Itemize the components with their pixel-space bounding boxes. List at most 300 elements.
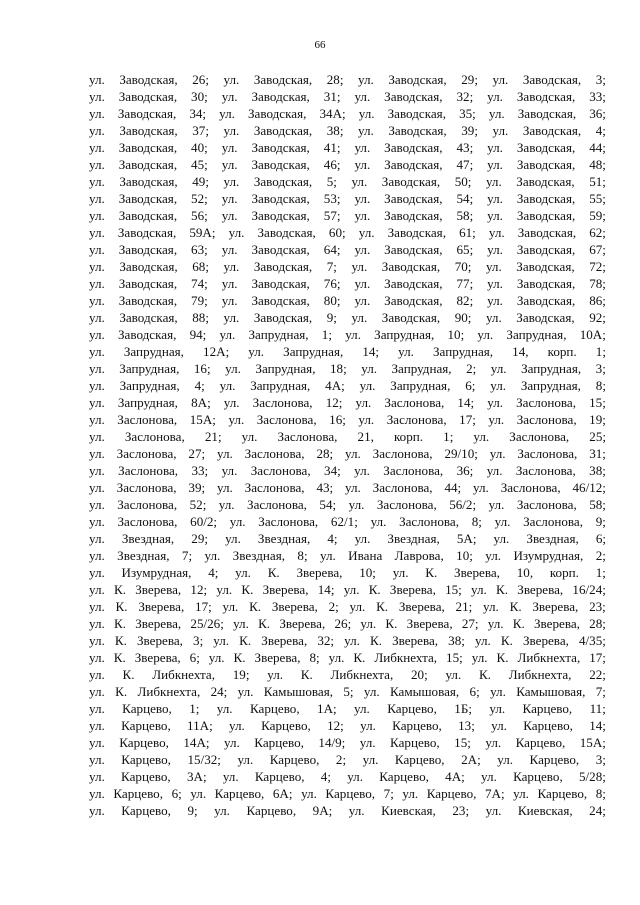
- text-word: ул.: [486, 463, 503, 478]
- text-word: Карцево,: [249, 701, 300, 716]
- text-word: ул.: [361, 361, 377, 376]
- text-word: 19;: [232, 667, 250, 682]
- text-word: Заводская,: [384, 208, 443, 223]
- text-word: 1;: [443, 429, 454, 444]
- text-word: 9;: [187, 803, 198, 818]
- text-word: Карцево,: [121, 718, 171, 733]
- text-word: Заводская,: [117, 106, 177, 121]
- text-word: 53;: [323, 191, 341, 206]
- text-word: ул.: [491, 718, 507, 733]
- text-word: ул.: [89, 599, 105, 614]
- text-word: К.: [496, 650, 509, 665]
- text-word: 22;: [589, 667, 606, 682]
- text-line: [89, 360, 606, 377]
- text-word: Карцево,: [214, 786, 265, 801]
- text-line: [89, 785, 606, 802]
- text-word: ул.: [221, 242, 238, 257]
- text-word: 2;: [466, 361, 477, 376]
- text-line: [89, 581, 606, 598]
- text-word: Заводская,: [384, 191, 443, 206]
- text-word: ул.: [223, 72, 240, 87]
- text-word: Заводская,: [384, 89, 443, 104]
- text-word: 74;: [191, 276, 208, 291]
- text-word: 5;: [343, 684, 354, 699]
- text-line: [89, 751, 606, 768]
- text-word: 18;: [329, 361, 347, 376]
- text-word: 1;: [595, 565, 606, 580]
- text-word: 1;: [321, 327, 332, 342]
- text-word: Заслонова,: [509, 429, 570, 444]
- text-word: Заслонова,: [500, 480, 561, 495]
- text-word: ул.: [328, 650, 345, 665]
- text-word: 14/9;: [318, 735, 346, 750]
- text-word: Запрудная,: [374, 327, 435, 342]
- text-word: 21;: [455, 599, 473, 614]
- text-word: Заводская,: [388, 72, 447, 87]
- text-word: Карцево,: [515, 735, 566, 750]
- text-line: [89, 462, 606, 479]
- text-word: ул.: [392, 565, 409, 580]
- text-word: ул.: [89, 497, 105, 512]
- text-word: 38;: [448, 633, 465, 648]
- text-word: ул.: [487, 191, 503, 206]
- text-word: ул.: [485, 735, 502, 750]
- text-word: 14А;: [183, 735, 210, 750]
- text-word: Звездная,: [232, 548, 286, 563]
- text-word: ул.: [89, 327, 105, 342]
- text-word: 11А;: [187, 718, 213, 733]
- text-word: 14,: [512, 344, 529, 359]
- text-word: 1Б;: [454, 701, 472, 716]
- text-word: 15А;: [579, 735, 606, 750]
- text-word: 15;: [589, 395, 606, 410]
- text-word: Карцево,: [254, 769, 305, 784]
- text-word: 45;: [191, 157, 208, 172]
- text-word: 58;: [456, 208, 474, 223]
- text-word: 27;: [461, 616, 479, 631]
- text-word: 2;: [328, 599, 339, 614]
- text-word: 12;: [190, 582, 208, 597]
- text-word: Заводская,: [257, 225, 316, 240]
- text-word: ул.: [241, 429, 258, 444]
- text-word: ул.: [89, 242, 105, 257]
- text-word: ул.: [235, 565, 251, 580]
- text-word: Карцево,: [254, 735, 304, 750]
- text-word: ул.: [221, 208, 238, 223]
- text-word: ул.: [343, 582, 360, 597]
- text-word: 12А;: [203, 344, 230, 359]
- text-word: Заслонова,: [383, 463, 444, 478]
- text-word: 3;: [595, 72, 606, 87]
- text-word: ул.: [216, 582, 233, 597]
- text-word: ул.: [485, 548, 502, 563]
- text-word: 3;: [595, 752, 606, 767]
- text-word: ул.: [497, 752, 514, 767]
- text-word: Заслонова,: [118, 463, 179, 478]
- text-word: ул.: [489, 446, 506, 461]
- text-word: ул.: [89, 480, 105, 495]
- text-word: ул.: [402, 786, 419, 801]
- text-line: [89, 190, 606, 207]
- text-word: 6А;: [272, 786, 293, 801]
- text-word: ул.: [89, 701, 105, 716]
- text-word: Карцево,: [325, 786, 376, 801]
- text-word: 37;: [192, 123, 209, 138]
- text-word: Карцево,: [522, 701, 573, 716]
- text-word: ул.: [490, 378, 507, 393]
- text-word: Заводская,: [253, 72, 313, 87]
- text-word: Заводская,: [384, 276, 443, 291]
- text-word: Заводская,: [118, 242, 178, 257]
- text-word: ул.: [89, 276, 105, 291]
- text-word: ул.: [89, 157, 105, 172]
- text-word: Заводская,: [384, 293, 443, 308]
- text-word: 60;: [328, 225, 346, 240]
- text-word: 39;: [188, 480, 206, 495]
- text-word: ул.: [208, 650, 225, 665]
- text-word: 28;: [326, 72, 344, 87]
- text-word: 52;: [191, 191, 208, 206]
- text-word: 21,: [357, 429, 374, 444]
- text-word: 68;: [192, 259, 209, 274]
- text-word: ул.: [89, 548, 105, 563]
- text-word: 46/12;: [572, 480, 606, 495]
- text-word: ул.: [89, 395, 105, 410]
- text-word: ул.: [487, 208, 503, 223]
- text-word: К.: [114, 633, 127, 648]
- text-word: 70;: [454, 259, 472, 274]
- text-word: Заводская,: [516, 276, 576, 291]
- text-word: 7А;: [484, 786, 505, 801]
- text-word: 6;: [595, 531, 606, 546]
- text-word: К.: [113, 650, 126, 665]
- text-word: 60/2;: [190, 514, 218, 529]
- text-word: ул.: [345, 327, 361, 342]
- text-word: 32;: [456, 89, 474, 104]
- text-word: 26;: [334, 616, 352, 631]
- text-line: [89, 649, 606, 666]
- text-word: ул.: [489, 701, 506, 716]
- text-word: Запрудная,: [506, 327, 567, 342]
- text-word: Заводская,: [516, 174, 575, 189]
- text-word: К.: [267, 565, 280, 580]
- text-line: [89, 615, 606, 632]
- text-word: ул.: [222, 599, 239, 614]
- text-word: 65;: [456, 242, 474, 257]
- text-word: ул.: [190, 786, 207, 801]
- text-word: 34;: [189, 106, 207, 121]
- text-word: 78;: [589, 276, 606, 291]
- text-word: 17;: [195, 599, 212, 614]
- text-line: [89, 207, 606, 224]
- text-word: ул.: [222, 769, 239, 784]
- text-word: ул.: [221, 140, 238, 155]
- text-word: ул.: [354, 242, 371, 257]
- text-word: Заводская,: [516, 89, 576, 104]
- text-word: 36;: [589, 106, 606, 121]
- text-line: [89, 241, 606, 258]
- text-word: Заводская,: [251, 140, 310, 155]
- text-word: Заслонова,: [250, 463, 311, 478]
- text-word: 15;: [454, 735, 471, 750]
- text-word: 36;: [456, 463, 474, 478]
- text-word: 47;: [456, 157, 474, 172]
- text-line: [89, 122, 606, 139]
- text-word: Заводская,: [119, 174, 178, 189]
- text-word: ул.: [481, 769, 497, 784]
- text-word: Звездная,: [121, 531, 175, 546]
- text-word: Карцево,: [121, 752, 171, 767]
- text-word: ул.: [487, 140, 503, 155]
- text-line: [89, 275, 606, 292]
- text-word: Карцево,: [426, 786, 477, 801]
- text-word: ул.: [219, 106, 235, 121]
- text-word: ул.: [89, 259, 105, 274]
- text-word: ул.: [358, 225, 375, 240]
- text-word: ул.: [351, 174, 368, 189]
- text-word: Зверева,: [398, 599, 445, 614]
- text-word: Либкнехта,: [374, 650, 438, 665]
- text-word: 14;: [457, 395, 475, 410]
- text-word: Заводская,: [381, 174, 441, 189]
- text-word: ул.: [360, 616, 377, 631]
- text-word: Зверева,: [454, 565, 500, 580]
- text-word: ул.: [488, 412, 505, 427]
- text-word: ул.: [89, 463, 105, 478]
- text-word: ул.: [89, 446, 105, 461]
- text-word: ул.: [320, 548, 336, 563]
- text-word: 59;: [589, 208, 606, 223]
- text-word: Заводская,: [251, 208, 310, 223]
- text-word: К.: [509, 599, 522, 614]
- text-word: ул.: [89, 633, 105, 648]
- text-word: 3А;: [186, 769, 207, 784]
- text-word: ул.: [492, 123, 509, 138]
- text-word: Камышовая,: [389, 684, 460, 699]
- text-word: ул.: [223, 259, 240, 274]
- text-line: [89, 717, 606, 734]
- text-word: Заслонова,: [516, 497, 577, 512]
- text-word: ул.: [229, 514, 246, 529]
- text-word: Заслонова,: [252, 395, 313, 410]
- text-word: ул.: [358, 106, 375, 121]
- text-word: Заводская,: [516, 310, 575, 325]
- text-word: К.: [478, 667, 491, 682]
- text-word: 25/26;: [190, 616, 224, 631]
- text-word: Зверева,: [406, 616, 453, 631]
- text-word: Заводская,: [522, 123, 582, 138]
- text-word: ул.: [359, 735, 376, 750]
- text-word: Заводская,: [253, 174, 313, 189]
- text-word: 15;: [445, 582, 462, 597]
- text-word: 6;: [465, 378, 476, 393]
- text-word: Заводская,: [119, 72, 178, 87]
- text-word: Заводская,: [119, 123, 178, 138]
- text-word: 2;: [595, 548, 606, 563]
- text-word: ул.: [89, 412, 105, 427]
- text-word: Либкнехта,: [137, 684, 201, 699]
- text-word: ул.: [89, 786, 105, 801]
- text-word: ул.: [358, 412, 375, 427]
- text-word: ул.: [89, 72, 105, 87]
- text-word: Заводская,: [118, 140, 178, 155]
- text-word: Заслонова,: [244, 480, 305, 495]
- text-word: Зверева,: [532, 599, 579, 614]
- text-word: 20;: [410, 667, 428, 682]
- text-word: 23;: [589, 599, 606, 614]
- text-word: ул.: [89, 89, 105, 104]
- text-word: ул.: [487, 242, 503, 257]
- text-word: ул.: [494, 514, 511, 529]
- text-word: Карцево,: [394, 752, 445, 767]
- text-word: ул.: [229, 718, 245, 733]
- text-line: [89, 258, 606, 275]
- text-word: Заводская,: [516, 293, 576, 308]
- text-word: Заводская,: [522, 72, 582, 87]
- text-word: Изумрудная,: [513, 548, 584, 563]
- text-word: ул.: [485, 259, 502, 274]
- text-word: 6;: [189, 650, 200, 665]
- text-word: 8;: [471, 514, 482, 529]
- text-word: ул.: [89, 225, 105, 240]
- text-word: ул.: [89, 565, 105, 580]
- text-word: ул.: [89, 123, 105, 138]
- text-word: ул.: [233, 616, 249, 631]
- text-word: Заслонова,: [116, 480, 177, 495]
- text-word: ул.: [483, 599, 499, 614]
- text-word: Заводская,: [251, 89, 310, 104]
- text-word: 8;: [309, 650, 320, 665]
- text-word: Зверева,: [392, 633, 439, 648]
- text-word: 56;: [191, 208, 208, 223]
- text-word: ул.: [474, 633, 491, 648]
- text-word: Карцево,: [379, 769, 429, 784]
- text-word: 17;: [589, 650, 606, 665]
- text-word: Заводская,: [251, 293, 310, 308]
- text-word: К.: [115, 599, 128, 614]
- text-word: ул.: [362, 752, 379, 767]
- text-word: ул.: [490, 361, 507, 376]
- text-word: 21;: [204, 429, 222, 444]
- text-word: ул.: [89, 140, 105, 155]
- text-word: ул.: [221, 157, 238, 172]
- text-word: 34;: [324, 463, 341, 478]
- text-word: 12;: [327, 718, 344, 733]
- text-word: 2;: [335, 752, 347, 767]
- text-word: Запрудная,: [391, 361, 452, 376]
- text-word: ул.: [471, 582, 487, 597]
- text-word: Звездная,: [257, 531, 311, 546]
- text-word: ул.: [485, 803, 502, 818]
- text-word: Заводская,: [516, 259, 575, 274]
- text-line: [89, 139, 606, 156]
- text-word: Заслонова,: [117, 497, 178, 512]
- text-word: 32;: [317, 633, 335, 648]
- text-word: 9;: [326, 310, 337, 325]
- text-word: 1А;: [317, 701, 337, 716]
- text-word: 41;: [323, 140, 341, 155]
- text-word: Заводская,: [118, 191, 178, 206]
- text-word: 50;: [454, 174, 472, 189]
- text-word: Заводская,: [253, 123, 313, 138]
- text-word: 80;: [323, 293, 341, 308]
- text-word: ул.: [345, 446, 361, 461]
- text-word: Киевская,: [381, 803, 436, 818]
- text-word: 6;: [171, 786, 182, 801]
- text-word: ул.: [221, 276, 238, 291]
- text-word: Заслонова,: [516, 412, 577, 427]
- text-word: ул.: [89, 514, 105, 529]
- text-word: Запрудная,: [255, 361, 316, 376]
- text-word: 72;: [589, 259, 606, 274]
- text-word: 9А;: [312, 803, 333, 818]
- text-word: Запрудная,: [119, 378, 180, 393]
- text-word: ул.: [89, 684, 105, 699]
- text-word: К.: [370, 633, 383, 648]
- text-word: Зверева,: [135, 616, 182, 631]
- text-word: 61;: [459, 225, 476, 240]
- text-word: 46;: [323, 157, 341, 172]
- text-word: 4/35;: [579, 633, 606, 648]
- text-word: ул.: [223, 310, 240, 325]
- text-word: Зверева,: [254, 650, 301, 665]
- text-word: Карцево,: [392, 718, 442, 733]
- text-word: 5/28;: [578, 769, 606, 784]
- text-word: Запрудная,: [433, 344, 494, 359]
- text-word: 48;: [589, 157, 606, 172]
- text-word: ул.: [487, 157, 503, 172]
- text-word: ул.: [89, 106, 105, 121]
- text-word: Карцево,: [529, 752, 580, 767]
- text-word: Запрудная,: [521, 361, 582, 376]
- text-word: Заводская,: [253, 259, 313, 274]
- text-word: 92;: [589, 310, 606, 325]
- text-word: 56/2;: [449, 497, 477, 512]
- text-line: [89, 411, 606, 428]
- text-word: Киевская,: [517, 803, 573, 818]
- text-word: Звездная,: [526, 531, 579, 546]
- text-word: Карцево,: [269, 752, 320, 767]
- text-line: [89, 156, 606, 173]
- text-word: ул.: [351, 259, 368, 274]
- text-word: К.: [425, 565, 438, 580]
- text-word: Заводская,: [516, 208, 576, 223]
- text-line: [89, 734, 606, 751]
- text-word: Заводская,: [387, 106, 446, 121]
- text-word: 49;: [192, 174, 209, 189]
- text-word: 24;: [589, 803, 606, 818]
- text-word: ул.: [217, 446, 233, 461]
- text-word: Карцево,: [113, 786, 163, 801]
- text-word: ул.: [89, 191, 105, 206]
- text-word: ул.: [354, 701, 370, 716]
- text-word: Ивана: [348, 548, 383, 563]
- text-word: Заводская,: [117, 225, 177, 240]
- text-word: ул.: [354, 463, 370, 478]
- text-word: ул.: [89, 667, 105, 682]
- text-word: 55;: [589, 191, 606, 206]
- text-word: Карцево,: [387, 701, 437, 716]
- text-word: Карцево,: [537, 786, 588, 801]
- text-word: Карцево,: [523, 718, 573, 733]
- text-word: Заводская,: [516, 157, 576, 172]
- text-word: Заводская,: [381, 310, 441, 325]
- text-word: ул.: [213, 633, 230, 648]
- text-word: 82;: [456, 293, 474, 308]
- text-word: Зверева,: [261, 633, 308, 648]
- text-line: [89, 71, 606, 88]
- text-word: Заводская,: [251, 191, 310, 206]
